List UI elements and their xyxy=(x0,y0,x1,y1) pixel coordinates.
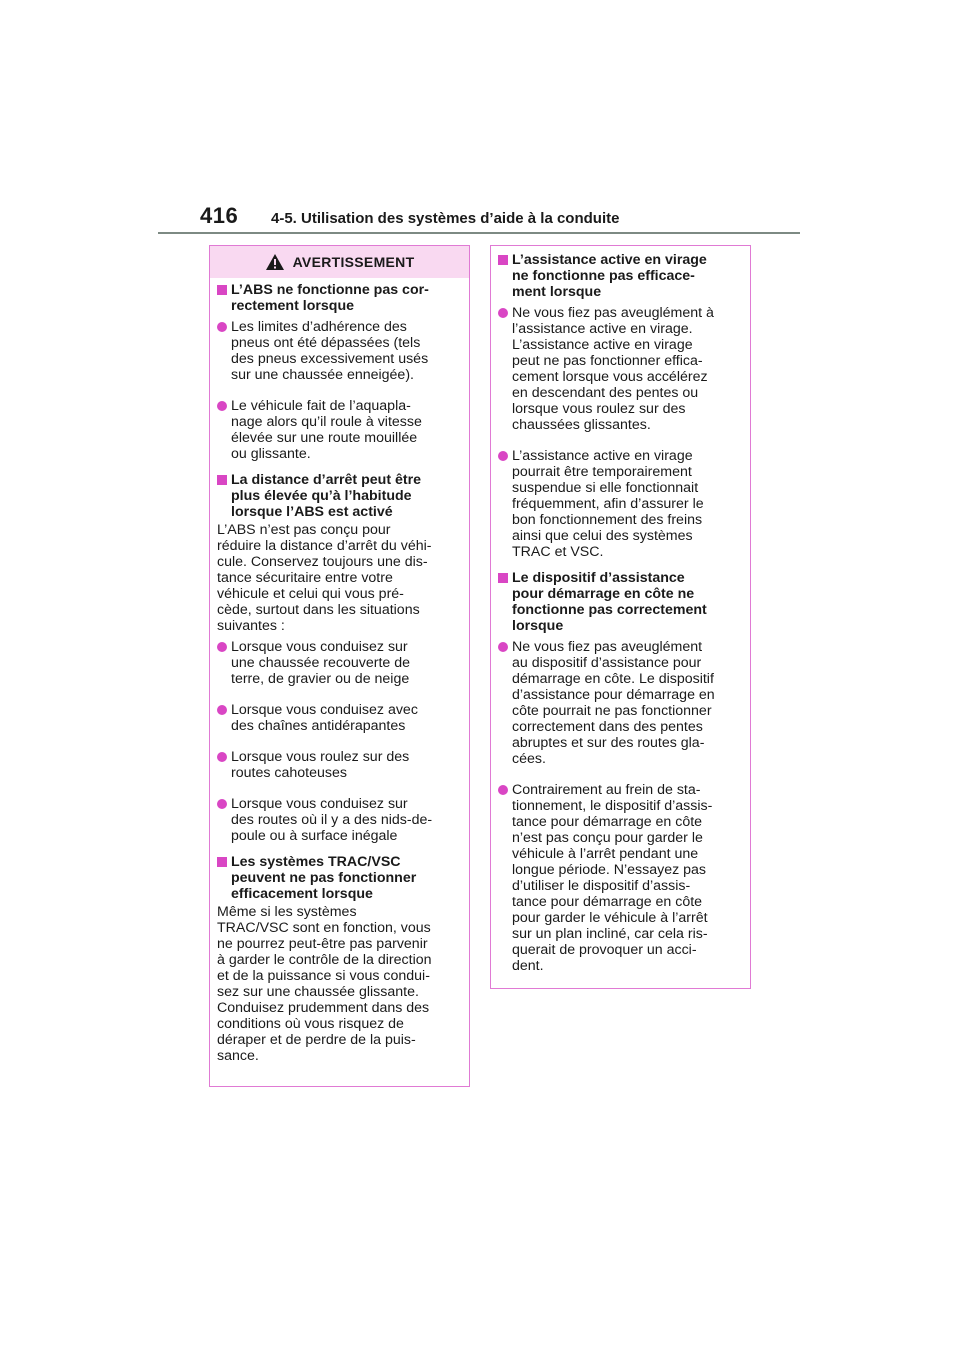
text-line: peut ne pas fonctionner effica- xyxy=(512,353,703,369)
text-line: ne fonctionne pas efficace- xyxy=(512,268,695,284)
text-line: Le dispositif d’assistance xyxy=(512,570,685,586)
text-line: correctement dans des pentes xyxy=(512,719,703,735)
section-title: 4-5. Utilisation des systèmes d’aide à la conduite xyxy=(271,210,620,227)
text-line: bon fonctionnement des freins xyxy=(512,512,703,528)
heading-active-cornering xyxy=(498,252,742,300)
warning-header xyxy=(210,246,469,278)
text-line: TRAC/VSC sont en fonction, vous xyxy=(217,920,431,936)
text-line: ou glissante. xyxy=(231,446,311,462)
round-bullet-icon xyxy=(217,398,231,462)
bullet-item xyxy=(217,639,461,687)
square-bullet-icon xyxy=(498,570,512,580)
text-line: véhicule et celui qui vous pré- xyxy=(217,586,404,602)
heading-abs-not-working xyxy=(217,282,461,314)
paragraph xyxy=(217,904,461,1064)
text-line: pour garder le véhicule à l’arrêt xyxy=(512,910,708,926)
bullet-item xyxy=(217,749,461,781)
bullet-item xyxy=(217,702,461,734)
text-line: terre, de gravier ou de neige xyxy=(231,671,410,687)
round-bullet-icon xyxy=(498,639,512,767)
round-bullet-icon xyxy=(498,782,512,974)
text-line: sur un plan incliné, car cela ris- xyxy=(512,926,708,942)
text-line: sur une chaussée enneigée). xyxy=(231,367,414,383)
warning-triangle-icon xyxy=(265,253,285,271)
text-line: ment lorsque xyxy=(512,284,602,300)
header-rule xyxy=(158,232,800,234)
warning-label: AVERTISSEMENT xyxy=(292,254,415,270)
text-line: tionnement, le dispositif d’assis- xyxy=(512,798,713,814)
text-line: réduire la distance d’arrêt du véhi- xyxy=(217,538,432,554)
text-line: cède, surtout dans les situations xyxy=(217,602,420,618)
text-line: poule ou à surface inégale xyxy=(231,828,398,844)
bullet-item xyxy=(498,639,742,767)
text-line: en descendant des pentes ou xyxy=(512,385,699,401)
text-line: querait de provoquer un acci- xyxy=(512,942,697,958)
bullet-item xyxy=(217,398,461,462)
text-line: des routes où il y a des nids-de- xyxy=(231,812,433,828)
text-line: élevée sur une route mouillée xyxy=(231,430,418,446)
heading-stopping-distance xyxy=(217,472,461,520)
text-line: rectement lorsque xyxy=(231,298,354,314)
text-line: Lorsque vous conduisez avec xyxy=(231,702,418,718)
square-bullet-icon xyxy=(498,252,512,262)
text-line: l’assistance active en virage. xyxy=(512,321,693,337)
text-line: cées. xyxy=(512,751,546,767)
text-line: L’ABS ne fonctionne pas cor- xyxy=(231,282,429,298)
text-line: une chaussée recouverte de xyxy=(231,655,411,671)
text-line: Les limites d’adhérence des xyxy=(231,319,407,335)
text-line: des chaînes antidérapantes xyxy=(231,718,406,734)
text-line: Ne vous fiez pas aveuglément xyxy=(512,639,703,655)
round-bullet-icon xyxy=(217,319,231,383)
text-line: L’ABS n’est pas conçu pour xyxy=(217,522,391,538)
warning-box-right xyxy=(490,245,751,989)
text-line: nage alors qu’il roule à vitesse xyxy=(231,414,422,430)
bullet-item xyxy=(498,305,742,433)
text-line: sance. xyxy=(217,1048,259,1064)
text-line: à garder le contrôle de la direction xyxy=(217,952,432,968)
round-bullet-icon xyxy=(217,702,231,734)
text-line: Ne vous fiez pas aveuglément à xyxy=(512,305,714,321)
text-line: Lorsque vous conduisez sur xyxy=(231,796,408,812)
text-line: plus élevée qu’à l’habitude xyxy=(231,488,412,504)
heading-trac-vsc xyxy=(217,854,461,902)
text-line: L’assistance active en virage xyxy=(512,448,693,464)
text-line: d’assistance pour démarrage en xyxy=(512,687,715,703)
text-line: peuvent ne pas fonctionner xyxy=(231,870,417,886)
text-line: déraper et de perdre de la puis- xyxy=(217,1032,416,1048)
text-line: suivantes : xyxy=(217,618,285,634)
text-line: sez sur une chaussée glissante. xyxy=(217,984,419,1000)
text-line: tance pour démarrage en côte xyxy=(512,814,703,830)
text-line: lorsque l’ABS est activé xyxy=(231,504,393,520)
text-line: lorsque vous roulez sur des xyxy=(512,401,686,417)
text-line: lorsque xyxy=(512,618,564,634)
text-line: cule. Conservez toujours une dis- xyxy=(217,554,428,570)
text-line: ainsi que celui des systèmes xyxy=(512,528,693,544)
round-bullet-icon xyxy=(217,639,231,687)
text-line: Conduisez prudemment dans des xyxy=(217,1000,430,1016)
text-line: conditions où vous risquez de xyxy=(217,1016,404,1032)
text-line: pneus ont été dépassées (tels xyxy=(231,335,421,351)
text-line: chaussées glissantes. xyxy=(512,417,651,433)
page-header xyxy=(158,200,800,236)
text-line: Lorsque vous roulez sur des xyxy=(231,749,410,765)
text-line: efficacement lorsque xyxy=(231,886,373,902)
text-line: côte pourrait ne pas fonctionner xyxy=(512,703,712,719)
text-line: suspendue si elle fonctionnait xyxy=(512,480,699,496)
page-number: 416 xyxy=(200,203,239,228)
text-line: abruptes et sur des routes gla- xyxy=(512,735,705,751)
text-line: cement lorsque vous accélérez xyxy=(512,369,708,385)
text-line: Les systèmes TRAC/VSC xyxy=(231,854,401,870)
text-line: tance pour démarrage en côte xyxy=(512,894,703,910)
text-line: L’assistance active en virage xyxy=(512,252,707,268)
bullet-item xyxy=(217,796,461,844)
text-line: démarrage en côte. Le dispositif xyxy=(512,671,714,687)
text-line: routes cahoteuses xyxy=(231,765,347,781)
text-line: pour démarrage en côte ne xyxy=(512,586,695,602)
text-line: TRAC et VSC. xyxy=(512,544,604,560)
text-line: véhicule à l’arrêt pendant une xyxy=(512,846,699,862)
round-bullet-icon xyxy=(217,749,231,781)
square-bullet-icon xyxy=(217,472,231,482)
warning-box-left xyxy=(209,245,470,1087)
text-line: des pneus excessivement usés xyxy=(231,351,429,367)
text-line: Même si les systèmes xyxy=(217,904,357,920)
text-line: au dispositif d’assistance pour xyxy=(512,655,702,671)
bullet-item xyxy=(498,448,742,560)
text-line: n’est pas conçu pour garder le xyxy=(512,830,703,846)
text-line: fréquemment, afin d’assurer le xyxy=(512,496,704,512)
bullet-item xyxy=(217,319,461,383)
text-line: et de la puissance si vous condui- xyxy=(217,968,430,984)
text-line: Contrairement au frein de sta- xyxy=(512,782,701,798)
text-line: longue période. N’essayez pas xyxy=(512,862,707,878)
text-line: tance sécuritaire entre votre xyxy=(217,570,393,586)
round-bullet-icon xyxy=(217,796,231,844)
bullet-item xyxy=(498,782,742,974)
square-bullet-icon xyxy=(217,854,231,864)
round-bullet-icon xyxy=(498,305,512,433)
paragraph xyxy=(217,522,461,634)
text-line: Le véhicule fait de l’aquapla- xyxy=(231,398,411,414)
round-bullet-icon xyxy=(498,448,512,560)
square-bullet-icon xyxy=(217,282,231,292)
text-line: d’utiliser le dispositif d’assis- xyxy=(512,878,691,894)
text-line: La distance d’arrêt peut être xyxy=(231,472,422,488)
text-line: pourrait être temporairement xyxy=(512,464,692,480)
text-line: fonctionne pas correctement xyxy=(512,602,707,618)
heading-hill-start-assist xyxy=(498,570,742,634)
text-line: Lorsque vous conduisez sur xyxy=(231,639,408,655)
text-line: L’assistance active en virage xyxy=(512,337,693,353)
text-line: dent. xyxy=(512,958,544,974)
text-line: ne pourrez peut-être pas parvenir xyxy=(217,936,428,952)
